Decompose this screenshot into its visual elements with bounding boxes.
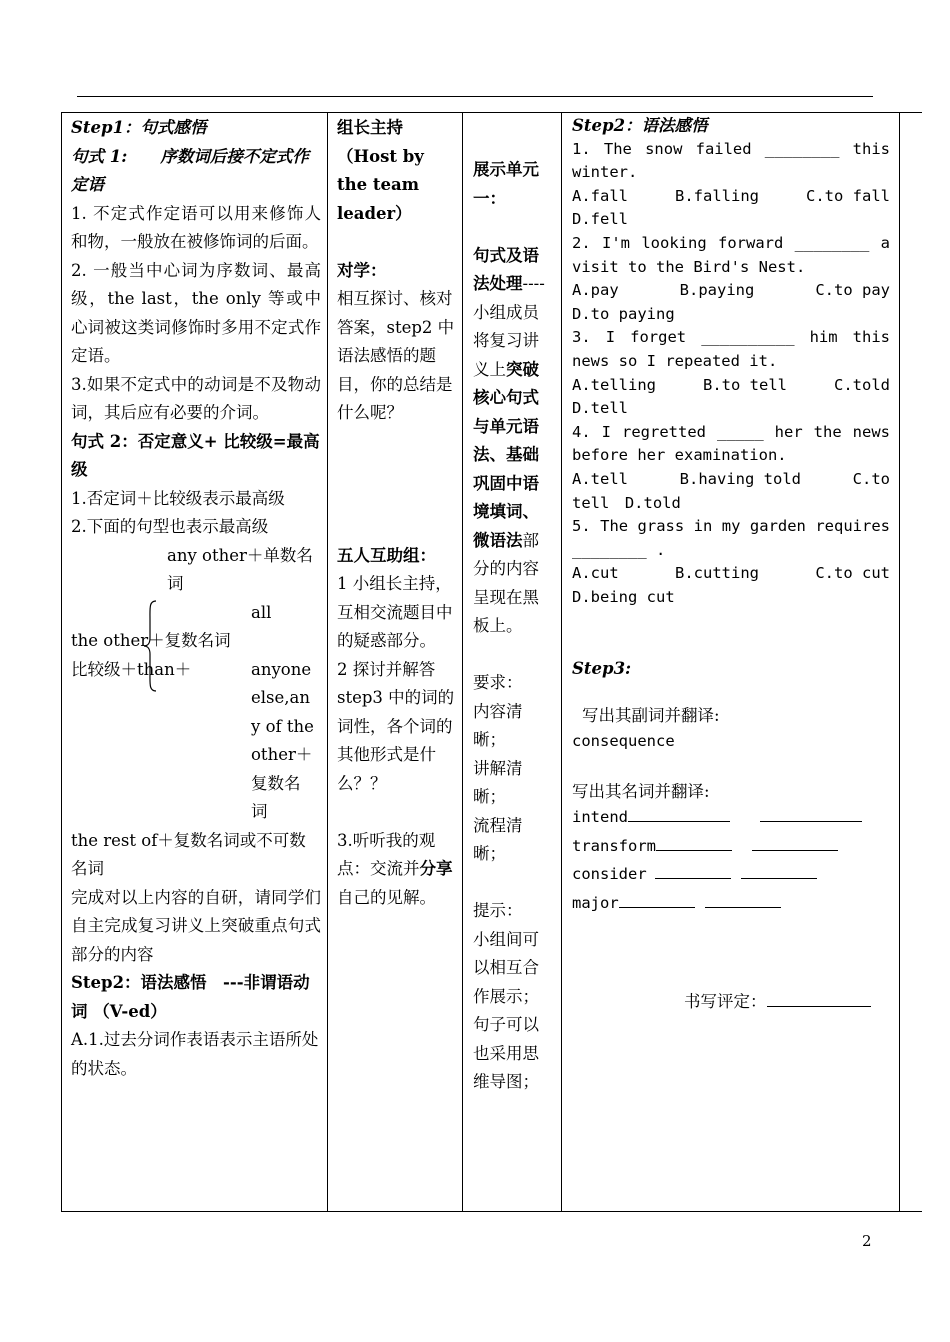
question-3: 3. I forget __________ him this news so I repeated it. xyxy=(572,328,890,370)
question-2: 2. I'm looking forward ________ a visit to the Bird's Nest. xyxy=(572,233,890,276)
question-2-option-d: D.to paying xyxy=(572,304,675,323)
question-1: 1. The snow failed ________ this winter. xyxy=(572,139,890,182)
option: A.tell xyxy=(572,469,628,488)
pattern2-comparative: 比较级＋than＋ xyxy=(71,659,192,679)
option: C.to pay xyxy=(815,281,890,300)
column-self-study xyxy=(71,114,321,1083)
option: B.falling xyxy=(675,186,759,205)
word-major: major xyxy=(572,893,619,912)
requirement-2: 讲解清晰； xyxy=(473,758,523,806)
group-step-3-a: 3.听听我的观点：交流并 xyxy=(337,830,436,878)
option: B.having told xyxy=(679,469,801,488)
tip-title: 提示： xyxy=(473,901,523,920)
noun-prompt: 写出其名词并翻译: xyxy=(572,781,710,801)
question-3-options xyxy=(572,374,890,398)
table-bottom-border xyxy=(61,1211,922,1212)
top-rule xyxy=(77,96,873,97)
pattern2-comparative-row xyxy=(71,656,321,827)
writing-evaluation-row xyxy=(572,988,890,1017)
question-3-option-d: D.tell xyxy=(572,399,628,418)
question-4-option-d: tell D.told xyxy=(572,493,681,512)
col-border xyxy=(462,112,463,1212)
option: A.fall xyxy=(572,186,628,205)
question-5: 5. The grass in my garden requires ________ . xyxy=(572,517,890,559)
question-5-options xyxy=(572,562,890,586)
pair-study-title: 对学： xyxy=(337,260,387,280)
evaluation-blank[interactable] xyxy=(767,988,871,1007)
option: C.to cut xyxy=(815,564,890,583)
display-content xyxy=(473,242,553,641)
group-step-3 xyxy=(337,827,457,913)
host-line: 组长主持（Host by the team leader） xyxy=(337,118,424,223)
step3-title: Step3: xyxy=(572,658,632,678)
column-exercises xyxy=(572,114,890,1016)
option: A.pay xyxy=(572,281,619,300)
display-content-4: 部分的内容呈现在黑板上。 xyxy=(473,530,539,635)
question-1-options xyxy=(572,185,890,209)
option: A.cut xyxy=(572,564,619,583)
word-intend-row xyxy=(572,803,890,832)
pattern2-all: all xyxy=(251,602,272,622)
word-consider: consider xyxy=(572,865,647,884)
column-group-study xyxy=(337,114,457,912)
col-border xyxy=(61,112,62,1212)
word-consequence: consequence xyxy=(572,732,675,751)
pattern2-title: 句式 2：否定意义+ 比较级=最高级 xyxy=(71,431,320,479)
col-border xyxy=(561,112,562,1212)
grammar-point-a1: A.1.过去分词作表语表示主语所处的状态。 xyxy=(71,1030,319,1078)
pair-study-text: 相互探讨、核对答案，step2 中语法感悟的题目，你的总结是什么呢？ xyxy=(337,289,455,422)
writing-evaluation-label: 书写评定： xyxy=(684,991,767,1011)
answer-blank[interactable] xyxy=(628,803,730,822)
display-content-2: ----小组成员将复习讲义上 xyxy=(473,274,545,379)
group-study-title: 五人互助组： xyxy=(337,545,436,565)
step2-title: Step2：语法感悟 xyxy=(572,116,708,135)
pattern2-anyone-else: anyone else,any of the other＋复数名词 xyxy=(251,659,314,821)
option: B.paying xyxy=(679,281,755,300)
question-2-options xyxy=(572,279,890,303)
adverb-prompt: 写出其副词并翻译: xyxy=(582,705,720,725)
question-5-option-d: D.being cut xyxy=(572,587,675,606)
question-4-options xyxy=(572,468,890,492)
word-transform-row xyxy=(572,832,890,861)
answer-blank[interactable] xyxy=(760,803,862,822)
answer-blank[interactable] xyxy=(705,889,781,908)
word-consider-row xyxy=(572,860,890,889)
group-step-3-c: 自己的见解。 xyxy=(337,887,436,907)
option: B.to tell xyxy=(703,375,787,394)
group-step-2: 2 探讨并解答 step3 中的词的词性，各个词的其他形式是什么？？ xyxy=(337,659,455,793)
answer-blank[interactable] xyxy=(741,860,817,879)
answer-blank[interactable] xyxy=(655,860,731,879)
pattern2-rule-1: 1.否定词＋比较级表示最高级 xyxy=(71,488,285,508)
pattern2-rest-of: the rest of＋复数名词或不可数名词 xyxy=(71,830,306,878)
requirements-title: 要求： xyxy=(473,673,523,692)
requirement-1: 内容清晰； xyxy=(473,701,523,749)
display-content-3: 突破核心句式与单元语法、基础巩固中语境填词、微语法 xyxy=(473,359,539,550)
group-step-1: 1 小组长主持，互相交流题目中的疑惑部分。 xyxy=(337,574,453,650)
option: C.told xyxy=(834,375,890,394)
pattern2-the-other: the other＋复数名词 xyxy=(71,631,231,650)
lesson-table xyxy=(61,112,922,1212)
self-study-instruction: 完成对以上内容的自研，请同学们自主完成复习讲义上突破重点句式部分的内容 xyxy=(71,887,321,964)
requirement-3: 流程清晰； xyxy=(473,815,523,863)
brace-icon xyxy=(143,600,157,692)
answer-blank[interactable] xyxy=(752,832,838,851)
pattern1-rule-2: 2. 一般当中心词为序数词、最高级，the last，the only 等或中心词被这类词修饰时多用不定式作定语。 xyxy=(71,260,321,365)
tip-text: 小组间可以相互合作展示；句子可以也采用思维导图； xyxy=(473,929,539,1091)
group-step-3-b: 分享 xyxy=(419,859,453,878)
pattern1-title: 句式 1: 序数词后接不定式作定语 xyxy=(71,146,309,194)
option: C.to xyxy=(852,469,890,488)
pattern2-any-other xyxy=(71,542,321,599)
pattern1-rule-3: 3.如果不定式中的动词是不及物动词，其后应有必要的介词。 xyxy=(71,374,321,422)
word-major-row xyxy=(572,889,890,918)
pattern2-rule-2: 2.下面的句型也表示最高级 xyxy=(71,517,269,536)
col-border xyxy=(899,112,900,1212)
column-display xyxy=(473,156,553,1097)
display-title: 展示单元一： xyxy=(473,160,539,208)
word-transform: transform xyxy=(572,836,656,855)
display-content-1: 句式及语法处理 xyxy=(473,245,539,293)
step1-title: Step1：句式感悟 xyxy=(71,118,207,137)
pattern1-rule-1: 1. 不定式作定语可以用来修饰人和物，一般放在被修饰词的后面。 xyxy=(71,203,321,251)
word-intend: intend xyxy=(572,808,628,827)
answer-blank[interactable] xyxy=(656,832,732,851)
question-1-option-d: D.fell xyxy=(572,210,628,229)
option: A.telling xyxy=(572,375,656,394)
page-number: 2 xyxy=(862,1232,872,1250)
question-4: 4. I regretted _____ her the news before her examination. xyxy=(572,422,890,465)
option: C.to fall xyxy=(806,186,890,205)
col-border xyxy=(327,112,328,1212)
pattern2-any-other-text: any other＋单数名词 xyxy=(167,545,313,593)
step2-title-col1: Step2：语法感悟 ---非谓语动词 （V-ed） xyxy=(71,973,310,1021)
answer-blank[interactable] xyxy=(619,889,695,908)
option: B.cutting xyxy=(675,564,759,583)
table-top-border xyxy=(61,112,922,113)
